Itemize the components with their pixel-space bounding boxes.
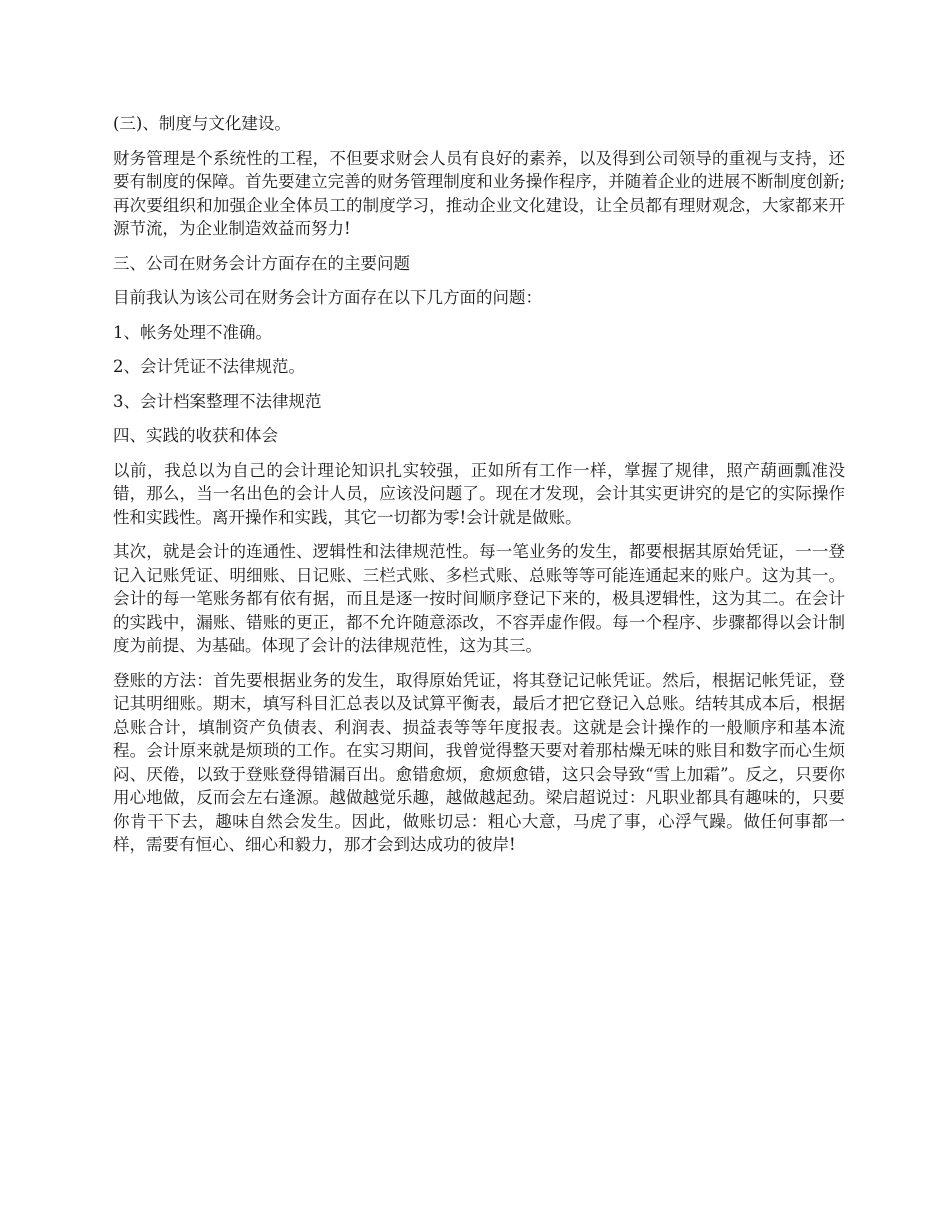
list-item-problem-3: 3、会计档案整理不法律规范 (113, 391, 322, 411)
section-heading-practice-gains: 四、实践的收获和体会 (113, 426, 278, 445)
paragraph-accounting-logic: 其次，就是会计的连通性、逻辑性和法律规范性。每一笔业务的发生，都要根据其原始凭证，一一登记入记账凭证、明细账、日记账、三栏式账、多栏式账、总账等等可能连通起来的账户。这为其一。会计的每一笔账务都有依有据，而且是逐一按时间顺序登记下来的，极具逻辑性，这为其二。在会计的实践中，漏账、错账的更正，都不允许随意添改，不容弄虚作假。每一个程序、步骤都得以会计制度为前提、为基础。体现了会计的法律规范性，这为其三。 (113, 542, 845, 655)
paragraph-practice-operation: 以前，我总以为自己的会计理论知识扎实较强，正如所有工作一样，掌握了规律，照产葫画瓢准没错，那么，当一名出色的会计人员，应该没问题了。现在才发现，会计其实更讲究的是它的实际操作性和实践性。离开操作和实践，其它一切都为零!会计就是做账。 (113, 460, 845, 527)
list-item-problem-1: 1、帐务处理不准确。 (113, 322, 272, 342)
section-heading-institution-culture: (三)、制度与文化建设。 (113, 114, 291, 133)
paragraph-bookkeeping-method: 登账的方法：首先要根据业务的发生，取得原始凭证，将其登记记帐凭证。然后，根据记帐凭证，登记其明细账。期末，填写科目汇总表以及试算平衡表，最后才把它登记入总账。结转其成本后，根据总账合计，填制资产负债表、利润表、损益表等等年度报表。这就是会计操作的一般顺序和基本流程。会计原来就是烦琐的工作。在实习期间，我曾觉得整天要对着那枯燥无味的账目和数字而心生烦闷、厌倦，以致于登账登得错漏百出。愈错愈烦，愈烦愈错，这只会导致“雪上加霜”。反之，只要你用心地做，反而会左右逢源。越做越觉乐趣，越做越起劲。梁启超说过：凡职业都具有趣味的，只要你肯干下去，趣味自然会发生。因此，做账切忌：粗心大意，马虎了事，心浮气躁。做任何事都一样，需要有恒心、细心和毅力，那才会到达成功的彼岸! (113, 670, 845, 854)
document-body (113, 112, 845, 868)
paragraph-financial-management: 财务管理是个系统性的工程，不但要求财会人员有良好的素养，以及得到公司领导的重视与支持，还要有制度的保障。首先要建立完善的财务管理制度和业务操作程序，并随着企业的进展不断制度创新;再次要组织和加强企业全体员工的制度学习，推动企业文化建设，让全员都有理财观念，大家都来开源节流，为企业制造效益而努力! (113, 148, 845, 238)
section-heading-main-problems: 三、公司在财务会计方面存在的主要问题 (113, 253, 410, 273)
list-item-problem-2: 2、会计凭证不法律规范。 (113, 357, 305, 376)
paragraph-problems-intro: 目前我认为该公司在财务会计方面存在以下几方面的问题： (113, 288, 542, 307)
